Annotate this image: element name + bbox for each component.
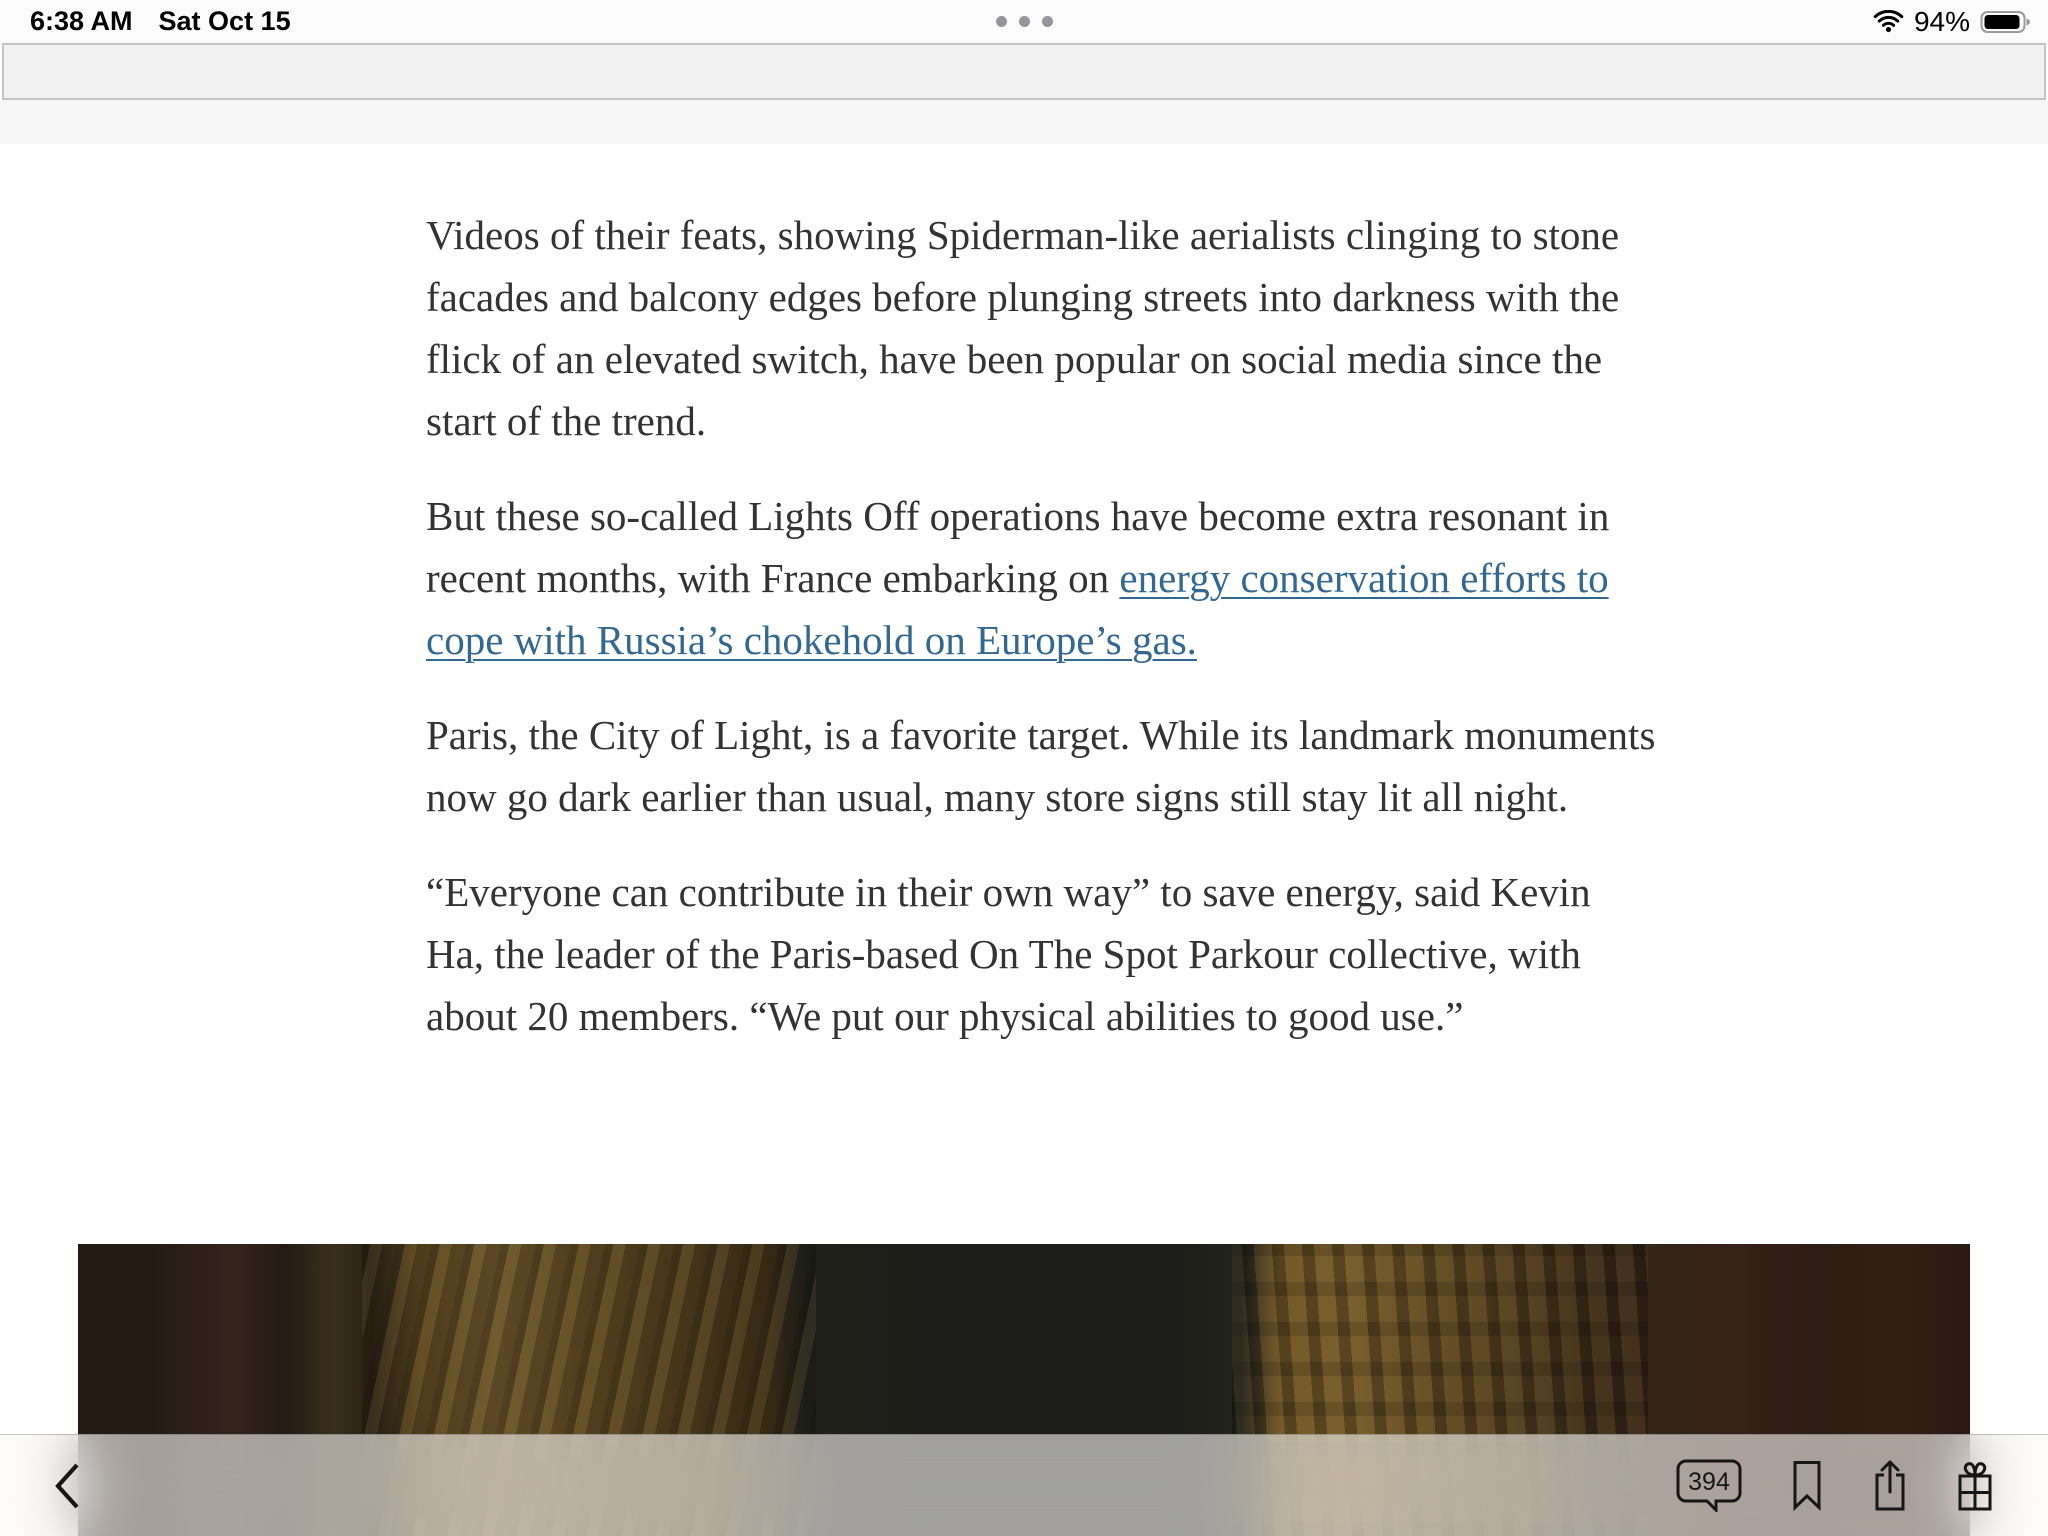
comment-count-bubble-icon xyxy=(1676,1459,1742,1512)
comments-count-label: 394 xyxy=(1688,1468,1730,1496)
gift-icon xyxy=(1956,1459,1994,1512)
status-date: Sat Oct 15 xyxy=(158,6,291,36)
gift-button[interactable] xyxy=(1956,1459,1994,1512)
toolbar-actions xyxy=(1676,1459,1994,1512)
ad-placeholder xyxy=(2,43,2046,100)
paragraph-text: But these so-called Lights Off operations have become extra resonant in recent months, with France embarking on xyxy=(426,493,1610,601)
battery-icon xyxy=(1980,9,2032,35)
bottom-toolbar xyxy=(0,1434,2048,1536)
ad-margin-strip xyxy=(0,100,2048,144)
share-button[interactable] xyxy=(1872,1459,1908,1512)
article-paragraph: Videos of their feats, showing Spiderman-like aerialists clinging to stone facades and balcony edges before plunging streets into darkness with the flick of an elevated switch, have been popular on social media since the start of the trend. xyxy=(426,212,1620,444)
wifi-icon xyxy=(1873,10,1904,33)
comments-button[interactable] xyxy=(1676,1459,1742,1512)
multitasking-dot xyxy=(1019,16,1030,27)
article-paragraph: “Everyone can contribute in their own way” to save energy, said Kevin Ha, the leader of the Paris-based On The Spot Parkour collective, with about 20 members. “We put our physical abilities to good use.” xyxy=(426,869,1591,1039)
status-time: 6:38 AM xyxy=(30,6,133,36)
bookmark-icon xyxy=(1790,1460,1824,1511)
status-bar xyxy=(0,0,2048,43)
multitasking-dot xyxy=(996,16,1007,27)
bookmark-button[interactable] xyxy=(1790,1460,1824,1511)
back-button[interactable] xyxy=(54,1462,80,1510)
article-paragraph xyxy=(426,485,1658,671)
article-link-energy-conservation[interactable]: energy conservation efforts to cope with Russia’s chokehold on Europe’s gas. xyxy=(426,555,1609,663)
article-paragraph: Paris, the City of Light, is a favorite target. While its landmark monuments now go dark earlier than usual, many store signs still stay lit all night. xyxy=(426,712,1656,820)
share-icon xyxy=(1872,1459,1908,1512)
back-chevron-icon xyxy=(54,1462,80,1510)
multitasking-dot xyxy=(1042,16,1053,27)
article-body[interactable] xyxy=(426,143,1658,1080)
multitasking-indicator[interactable] xyxy=(0,0,2048,43)
status-indicators xyxy=(1873,0,2032,43)
battery-percent-label: 94% xyxy=(1913,5,1970,37)
